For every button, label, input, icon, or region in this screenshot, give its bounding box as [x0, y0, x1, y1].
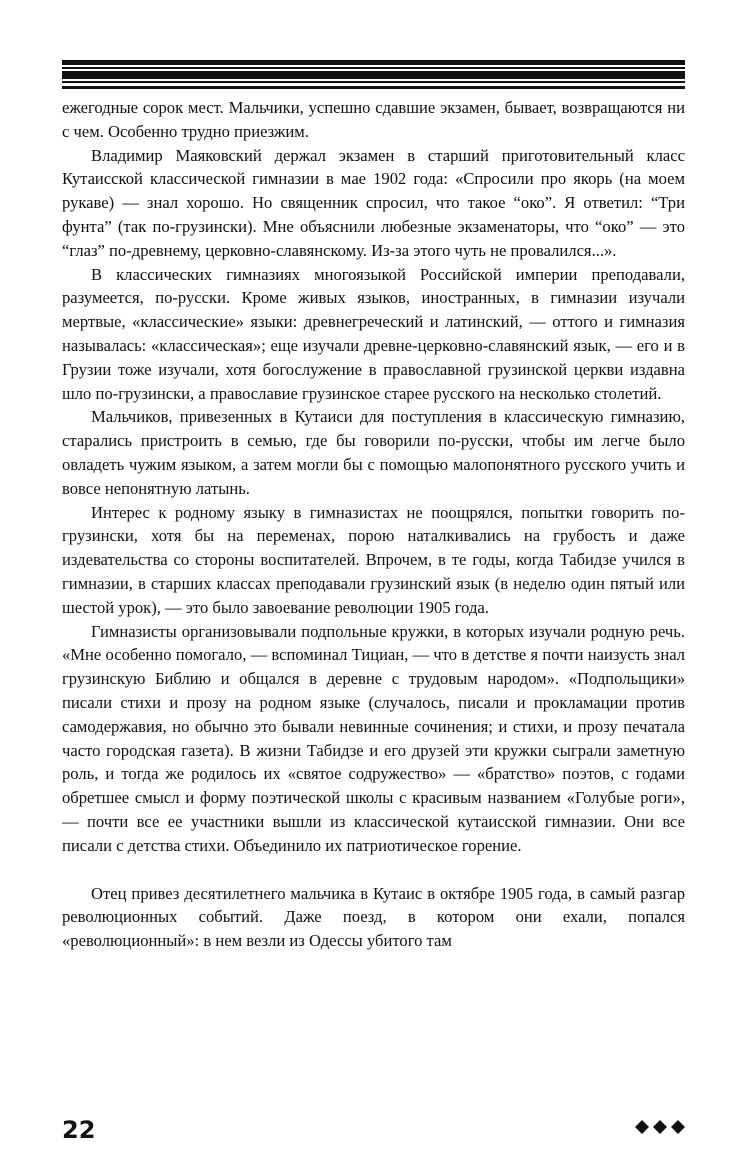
diamond-icon	[671, 1120, 685, 1134]
header-rule	[62, 71, 685, 79]
paragraph: В классических гимназиях многоязыкой Российской империи преподавали, разумеется, по-русски. Кроме живых языков, иностранных, в гимназии изучали мертвые, «классические» языки: древнегреческий и латинский, — оттого и гимназия называлась: «классическая»; еще изучали древне-церковно-славянский язык, — его и в Грузии тоже изучали, хотя богослужение в православной грузинской церкви издавна шло по-грузински, а православие грузинское старее русского на несколько столетий.	[62, 264, 685, 403]
header-rule	[62, 60, 685, 65]
page-footer	[62, 1116, 685, 1152]
paragraph: Мальчиков, привезенных в Кутаиси для поступления в классическую гимназию, старались пристроить в семью, где бы говорили по-русски, чтобы им легче было овладеть чужим языком, а затем могли бы с помощью малопонятного русского учить и вовсе непонятную латынь.	[62, 407, 685, 498]
header-rule	[62, 67, 685, 69]
header-rule	[62, 86, 685, 89]
footer-ornament	[635, 1120, 685, 1134]
paragraph: Владимир Маяковский держал экзамен в старший приготовительный класс Кутаисской классической гимназии в мае 1902 года: «Спросили про якорь (на моем рукаве) — знал хорошо. Но священник спросил, что такое “око”. Я ответил: “Три фунта” (так по-грузински). Мне объяснили любезные экзаменаторы, что “око” — это “глаз” по-древнему, церковно-славянскому. Из-за этого чуть не провалился...».	[62, 145, 685, 260]
header-rule	[62, 81, 685, 83]
page-number: 22	[62, 1116, 96, 1144]
diamond-icon	[653, 1120, 667, 1134]
paragraph: Гимназисты организовывали подпольные кружки, в которых изучали родную речь. «Мне особенно помогало, — вспоминал Тициан, — что в детстве я почти наизусть знал грузинскую Библию и общался в деревне с трудовым народом». «Подпольщики» писали стихи и прозу на родном языке (случалось, писали и прокламации против самодержавия, но обычно это бывали невинные сочинения; и стихи, и прозу печатала часто городская газета). В жизни Табидзе и его друзей эти кружки сыграли заметную роль, и тогда же родилось их «святое содружество» — «братство» поэтов, с годами обретшее смысл и форму поэтической школы с красивым названием «Голубые роги», — почти все ее участники вышли из классической кутаисской гимназии. Они все писали с детства стихи. Объединило их патриотическое горение.	[62, 621, 685, 855]
paragraph: ежегодные сорок мест. Мальчики, успешно сдавшие экзамен, бывает, возвращаются ни с чем. Особенно трудно приезжим.	[62, 98, 685, 141]
paragraph: Интерес к родному языку в гимназистах не поощрялся, попытки говорить по-грузински, хотя бы на переменах, порою наталкивались на грубость и даже издевательства со стороны воспитателей. Впрочем, в те годы, когда Табидзе учился в гимназии, в старших классах преподавали грузинский язык (в неделю один пятый или шестой урок), — это было завоевание революции 1905 года.	[62, 502, 685, 617]
paragraph: Отец привез десятилетнего мальчика в Кутаис в октябре 1905 года, в самый разгар революционных событий. Даже поезд, в котором они ехали, попался «революционный»: в нем везли из Одессы убитого там	[62, 883, 685, 951]
diamond-icon	[635, 1120, 649, 1134]
body-text	[62, 96, 685, 953]
